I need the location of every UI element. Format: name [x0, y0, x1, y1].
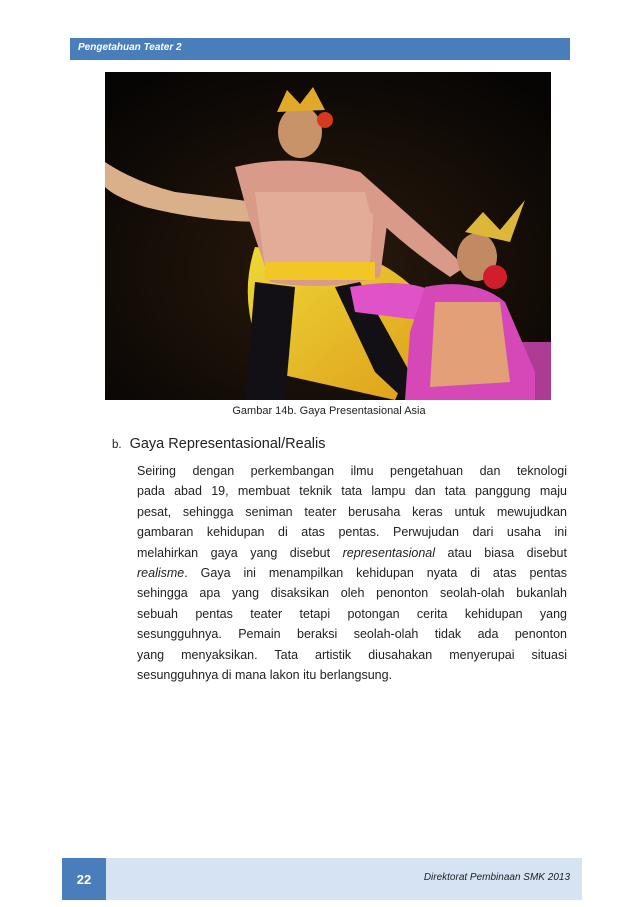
figure-caption-text: Gambar 14b. Gaya Presentasional Asia [232, 405, 426, 417]
paragraph-line: sesungguhnya. Pemain beraksi seolah-olah tidak ada penonton [137, 627, 567, 642]
paragraph-line-mixed [137, 563, 567, 583]
paragraph-line: pada abad 19, membuat teknik tata lampu dan tata panggung maju [137, 484, 567, 499]
header-bar [70, 38, 570, 60]
paragraph-text: . Gaya ini menampilkan kehidupan nyata di atas pentas [184, 565, 567, 580]
paragraph-line-mixed [137, 543, 567, 563]
paragraph-line: yang menyaksikan. Tata artistik diusahakan menyerupai situasi [137, 647, 567, 662]
paragraph-line: Seiring dengan perkembangan ilmu pengetahuan dan teknologi [137, 464, 567, 478]
body-paragraph [137, 461, 567, 685]
paragraph-line: sehingga apa yang disaksikan oleh penonton seolah-olah bukanlah [137, 586, 567, 601]
footer-publisher: Direktorat Pembinaan SMK 2013 [423, 872, 570, 883]
paragraph-text: melahirkan gaya yang disebut [137, 545, 331, 560]
header-title: Pengetahuan Teater 2 [78, 42, 182, 53]
dance-photo [105, 72, 551, 400]
emphasis-term: realisme [137, 565, 185, 580]
paragraph-line: sebuah pentas teater tetapi potongan cerita kehidupan yang [137, 606, 567, 621]
page-number: 22 [62, 858, 106, 900]
paragraph-line: sesungguhnya di mana lakon itu berlangsung. [137, 667, 393, 682]
paragraph-text: atau biasa disebut [447, 545, 567, 560]
section-title: Gaya Representasional/Realis [129, 436, 326, 452]
paragraph-line: pesat, sehingga seniman teater berusaha keras untuk mewujudkan [137, 504, 567, 519]
footer-bar [62, 858, 582, 900]
list-marker: b. [112, 439, 122, 451]
emphasis-term: representasional [342, 545, 436, 560]
paragraph-line: gambaran kehidupan di atas pentas. Perwujudan dari usaha ini [137, 525, 567, 540]
figure-caption [0, 405, 638, 417]
section-heading [112, 436, 325, 452]
dance-photo-illustration [105, 72, 551, 400]
